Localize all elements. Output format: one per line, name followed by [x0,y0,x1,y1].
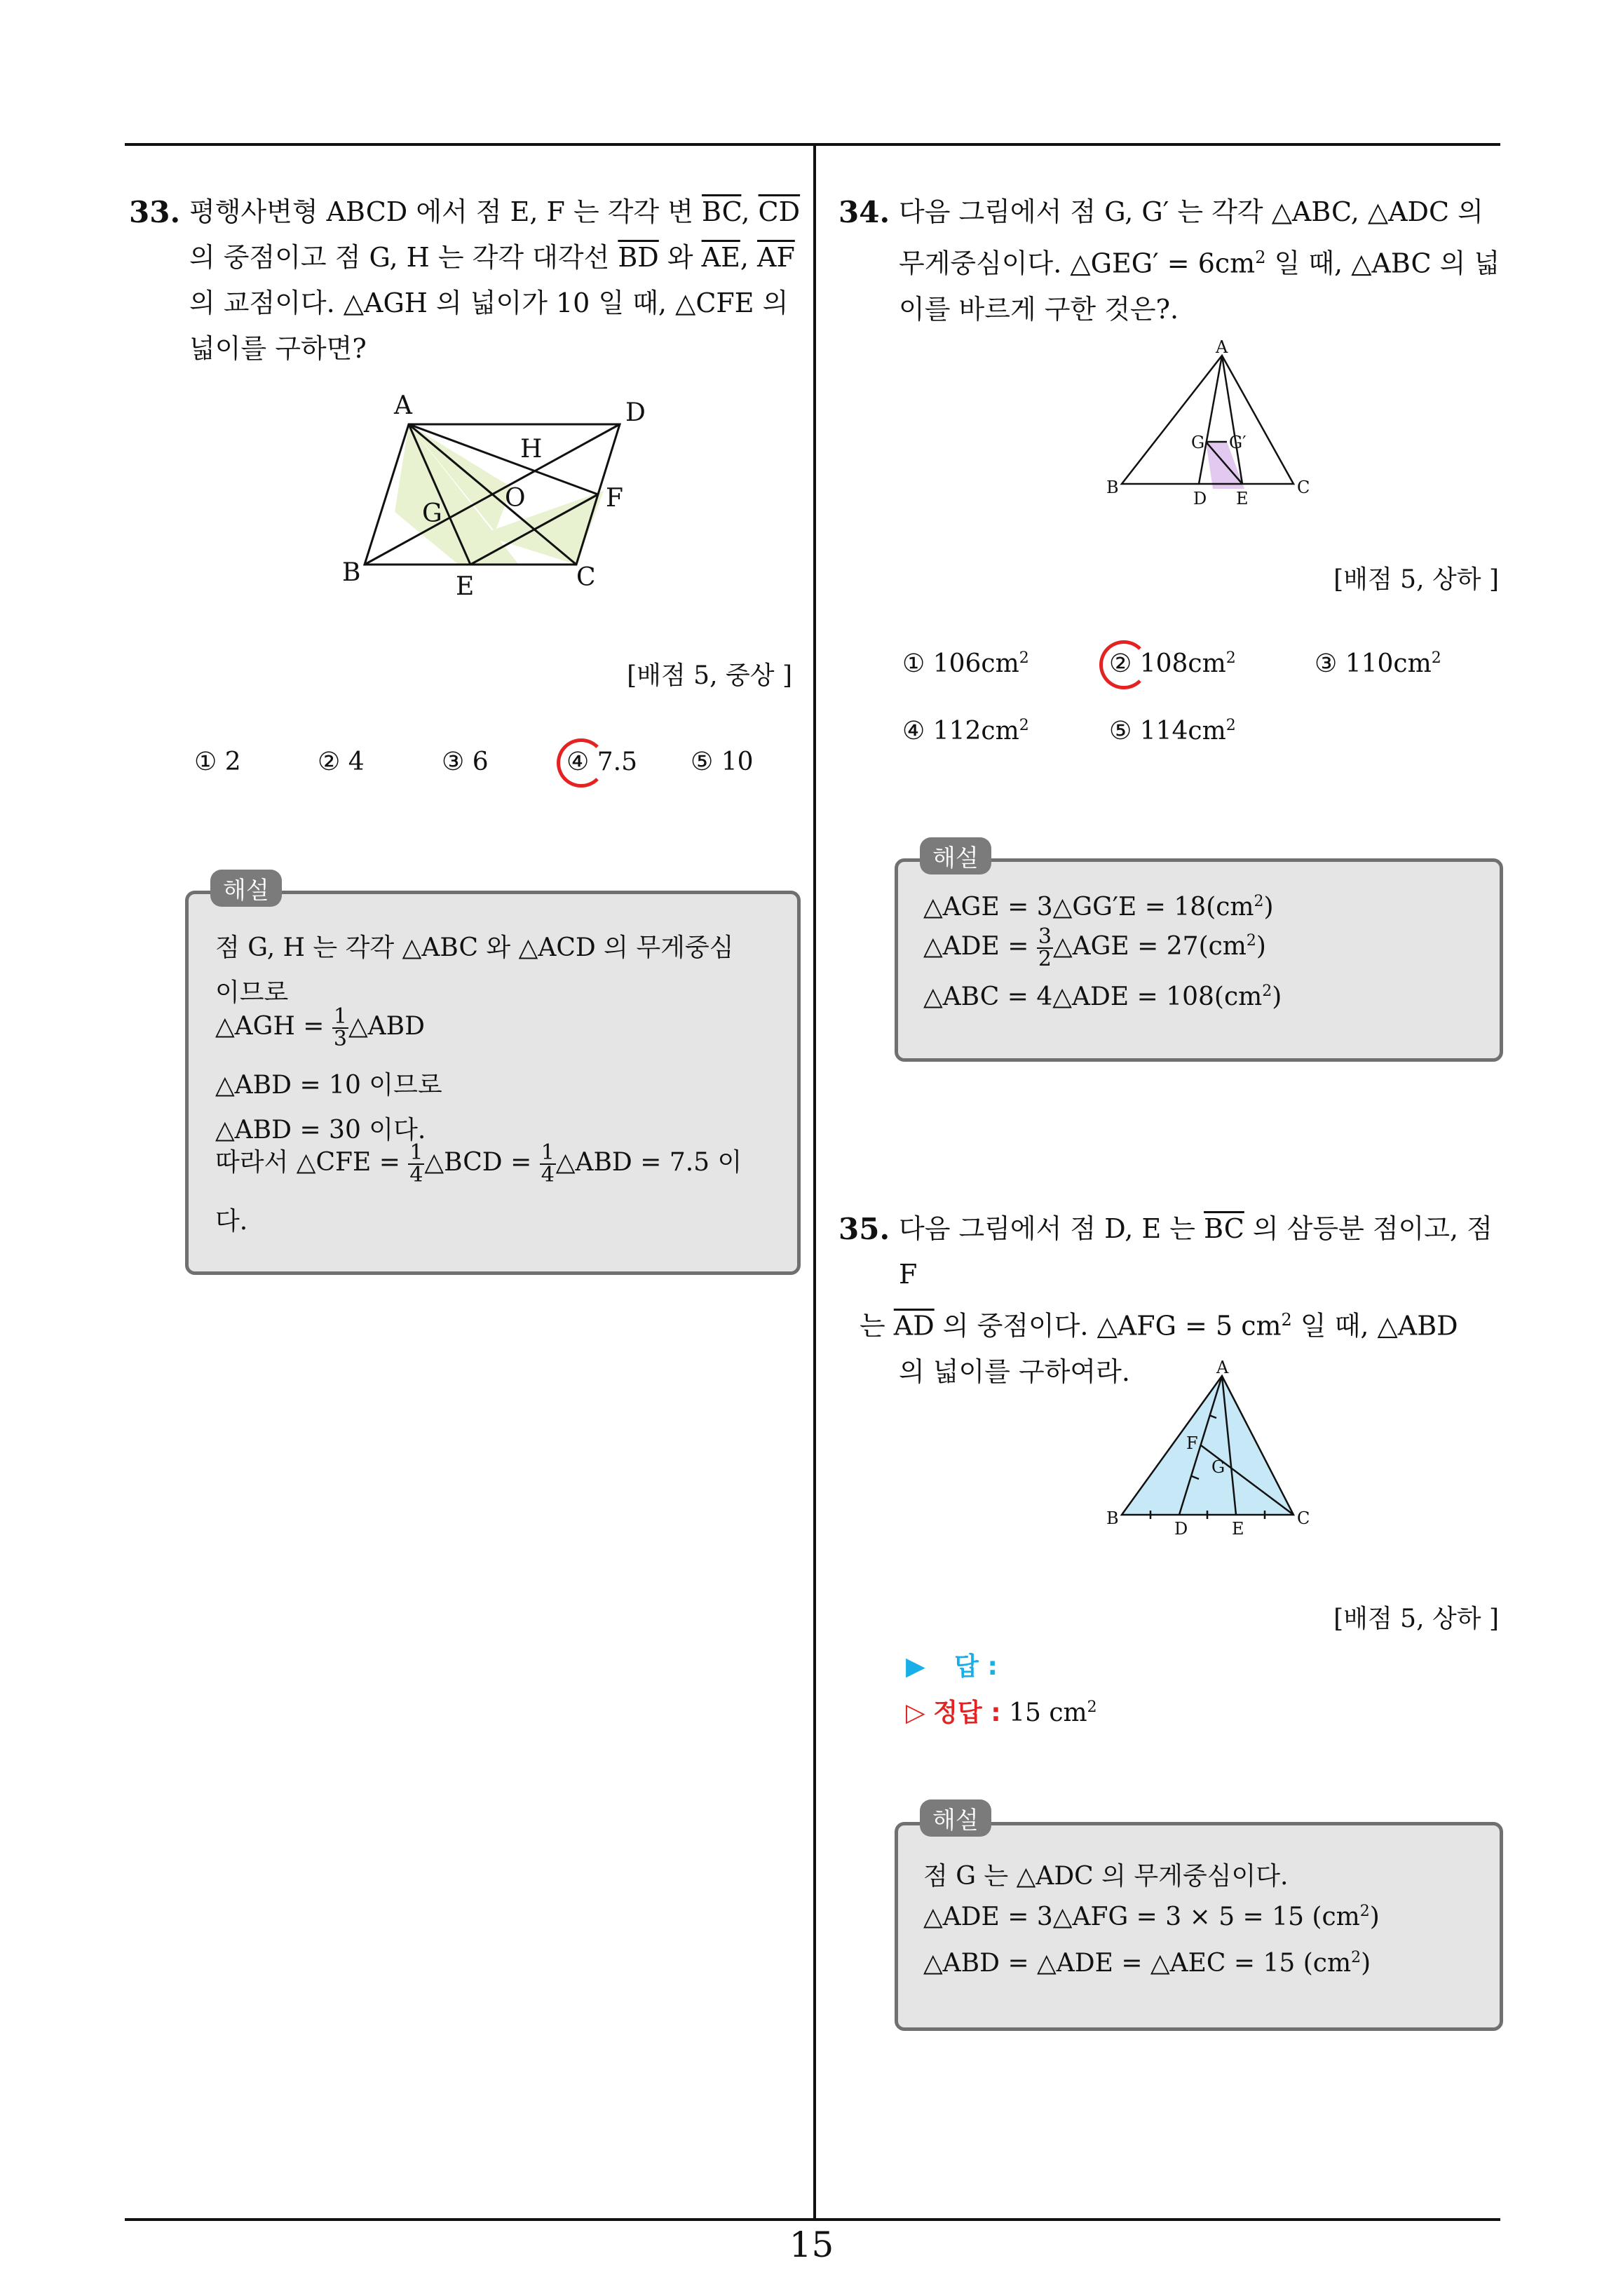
solution-line: △ADE = $\frac{3}{2}$ △AGE = $27(cm^2)$ [923,924,1266,971]
label-b: B [1106,478,1119,497]
question-text [189,189,800,372]
question-number: 34. [838,195,890,229]
label-a: A [1216,1360,1229,1377]
solution-line: △ADE = 3△AFG = 3 × 5 = 15 $(cm^2)$ [923,1903,1380,1931]
label-b: B [342,558,361,587]
fraction: $\frac{1}{4}$ [409,1140,423,1187]
solution-line: △AGH = $\frac{1}{3}$ △ABD [215,1004,425,1051]
triangle-abc [1122,356,1293,484]
score-label: [배점 5, 중상 ] [627,661,792,690]
label-g: G [1211,1457,1225,1477]
solution-line: 점 G 는 △ADC 의 무게중심이다. [923,1862,1289,1891]
label-c: C [576,563,596,592]
label-o: O [505,484,526,513]
question-line: 평행사변형 ABCD 에서 점 E, F 는 각각 변 $\overline{BC}$, $\overline{CD}$ [189,196,801,227]
question-line: 이를 바르게 구한 것은?. [899,293,1179,325]
question-number: 35. [838,1212,890,1246]
triangle-figure-34 [1094,340,1318,508]
solution-line: 점 G, H 는 각각 △ABC 와 △ACD 의 무게중심 [215,933,734,962]
label-d: D [625,398,646,427]
fraction: $\frac{3}{2}$ [1038,924,1052,971]
choice-3[interactable]: ③ 6 [442,748,489,776]
question-line: 무게중심이다. △GEG′ = $6cm^2$ 일 때, △ABC 의 넓 [899,248,1500,279]
solution-tag: 해설 [210,870,282,907]
question-number: 33. [129,195,181,229]
play-arrow-icon: ▶ [906,1652,925,1681]
question-line: 다음 그림에서 점 D, E 는 $\overline{BC}$ 의 삼등분 점이고, 점 F [899,1213,1493,1290]
selected-answer-marker [557,738,606,788]
question-line: 의 교점이다. △AGH 의 넓이가 10 일 때, △CFE 의 [189,288,789,318]
solution-line: △ABD = 30 이다. [215,1116,426,1144]
parallelogram-figure [330,386,659,610]
label-a: A [394,391,412,420]
top-rule [125,143,1500,146]
solution-tag: 해설 [920,837,991,874]
answer-label: 답 : [954,1652,998,1681]
label-d: D [1174,1519,1188,1536]
question-line: 의 중점이고 점 G, H 는 각각 대각선 $\overline{BD}$ 와 $\overline{AE}$, $\overline{AF}$ [189,242,795,273]
solution-line: 다. [215,1207,248,1236]
bottom-rule [125,2218,1500,2221]
label-b: B [1106,1508,1119,1528]
page-number: 15 [789,2224,834,2265]
solution-line: △ABD = 10 이므로 [215,1071,442,1100]
question-line: 넓이를 구하면? [189,333,367,364]
correct-value: 15 $cm^2$ [1009,1699,1097,1727]
label-c: C [1297,1508,1310,1528]
label-e: E [456,572,475,601]
label-f: F [1186,1433,1198,1453]
question-line: 의 넓이를 구하여라. [899,1356,1130,1387]
question-35 [838,1206,1512,1387]
solution-box [185,891,801,1275]
choice-1[interactable]: ① 2 [194,748,241,776]
label-e: E [1232,1519,1244,1536]
label-e: E [1236,489,1249,508]
question-line: 는 $\overline{AD}$ 의 중점이다. △AFG = 5 $cm^2$ 일 때, △ABD [860,1310,1458,1342]
solution-line: 따라서 △CFE = $\frac{1}{4}$ △BCD = $\frac{1}{4}$ △ABD = 7.5 이 [215,1140,742,1187]
question-34 [838,189,1512,330]
choice-1[interactable]: ① $106cm^2$ [902,649,1029,678]
solution-line: △AGE = 3△GG′E = $18(cm^2)$ [923,893,1274,921]
selected-answer-marker [1099,640,1148,689]
question-text [899,189,1500,332]
choice-5[interactable]: ⑤ $114cm^2$ [1109,717,1236,745]
score-label: [배점 5, 상하 ] [1333,1605,1499,1633]
solution-line: 이므로 [215,978,289,1007]
fraction: $\frac{1}{3}$ [333,1004,347,1051]
solution-box [895,1822,1503,2031]
column-divider [813,144,816,2220]
label-h: H [520,435,543,464]
score-label: [배점 5, 상하 ] [1333,565,1499,594]
fraction: $\frac{1}{4}$ [541,1140,555,1187]
label-f: F [606,484,623,513]
label-c: C [1297,478,1310,497]
choice-3[interactable]: ③ $110cm^2$ [1315,649,1441,678]
label-d: D [1193,489,1207,508]
outline-arrow-icon: ▷ [906,1699,925,1727]
solution-box [895,858,1503,1062]
triangle-figure-35 [1094,1360,1318,1536]
question-line: 다음 그림에서 점 G, G′ 는 각각 △ABC, △ADC 의 [899,196,1483,227]
label-g-prime: G′ [1229,433,1247,452]
correct-label: 정답 : [933,1699,1001,1727]
choice-5[interactable]: ⑤ 10 [691,748,754,776]
choice-4[interactable]: ④ 7.5 [566,748,637,776]
choice-2[interactable]: ② $108cm^2$ [1109,649,1236,678]
solution-line: △ABC = 4△ADE = $108(cm^2)$ [923,982,1282,1011]
question-33 [129,189,802,379]
choice-4[interactable]: ④ $112cm^2$ [902,717,1029,745]
label-g: G [422,499,442,528]
label-a: A [1216,340,1228,357]
choice-2[interactable]: ② 4 [318,748,365,776]
correct-answer-row [906,1693,1097,1729]
label-g: G [1191,433,1205,452]
solution-line: △ABD = △ADE = △AEC = 15 $(cm^2)$ [923,1949,1371,1978]
answer-input-row[interactable] [906,1647,998,1682]
solution-tag: 해설 [920,1799,991,1837]
